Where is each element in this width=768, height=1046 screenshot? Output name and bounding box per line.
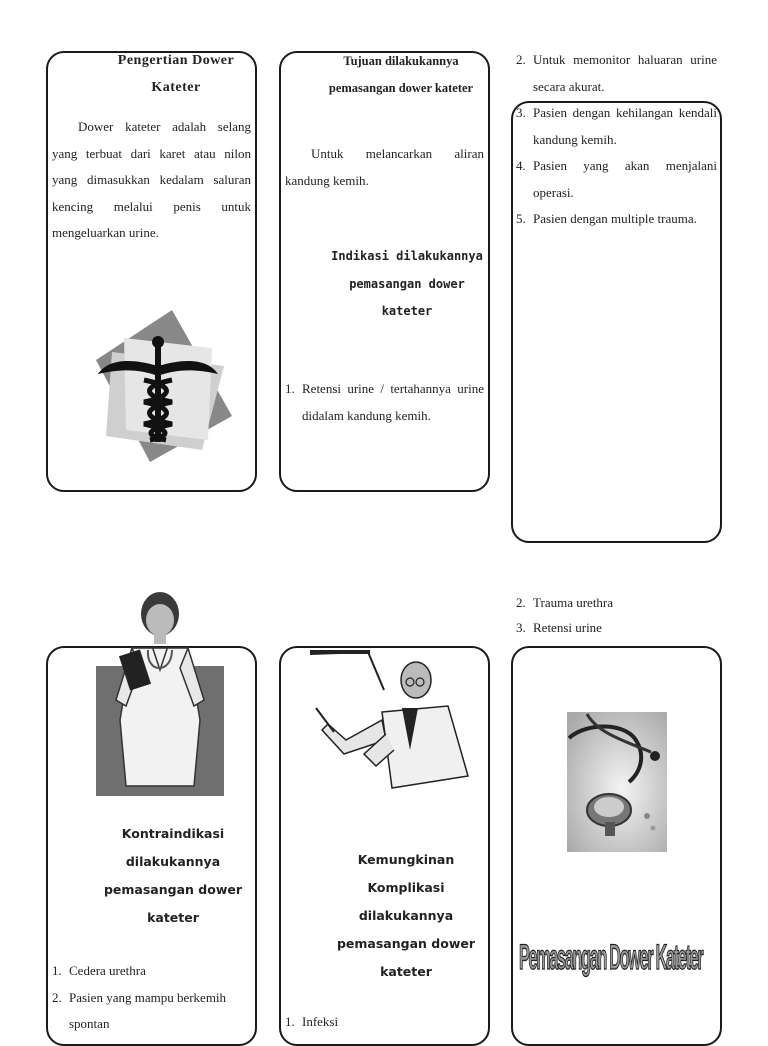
presenter-icon [306, 650, 472, 790]
pengertian-body: Dower kateter adalah selang yang terbuat dari karet atau nilon yang dimasukkan kedalam saluran kencing melalui penis untuk mengeluarkan urine. [52, 119, 251, 240]
list-item: 1. Retensi urine / tertahannya urine didalam kandung kemih. [285, 381, 484, 423]
list-item: 1. Cedera urethra [52, 963, 146, 978]
list-item: 5. Pasien dengan multiple trauma. [516, 211, 697, 226]
tujuan-title: Tujuan dilakukannya pemasangan dower kateter [328, 54, 474, 95]
indikasi-list [285, 376, 484, 429]
indikasi-title: Indikasi dilakukannya pemasangan dower kateter [331, 249, 483, 318]
komplikasi-title: Kemungkinan Komplikasi dilakukannya pemasangan dower kateter [336, 852, 476, 979]
pengertian-title: Pengertian Dower Kateter [117, 53, 235, 95]
caduceus-icon [84, 308, 234, 464]
list-item: 2. Untuk memonitor haluaran urine secara akurat. [516, 52, 717, 94]
list-item: 1. Infeksi [285, 1014, 339, 1029]
list-item: 3. Retensi urine [516, 620, 602, 635]
komplikasi-list-continued [516, 590, 717, 640]
list-item: 4. Pasien yang akan menjalani operasi. [516, 158, 717, 200]
list-item: 2. Pasien yang mampu berkemih spontan [52, 989, 227, 1031]
cover-title-wordart: Pemasangan Dower Kateter [519, 936, 703, 978]
kontraindikasi-list [52, 958, 251, 1038]
list-item: 2. Trauma urethra [516, 595, 614, 610]
komplikasi-list [285, 1009, 484, 1036]
kontraindikasi-title: Kontraindikasi dilakukannya pemasangan dower kateter [103, 826, 243, 925]
list-item: 3. Pasien dengan kehilangan kendali kandung kemih. [516, 105, 717, 147]
doctor-icon [96, 590, 226, 798]
stethoscope-icon [567, 712, 667, 852]
indikasi-list-continued [516, 47, 717, 233]
tujuan-body: Untuk melancarkan aliran kandung kemih. [285, 146, 484, 188]
